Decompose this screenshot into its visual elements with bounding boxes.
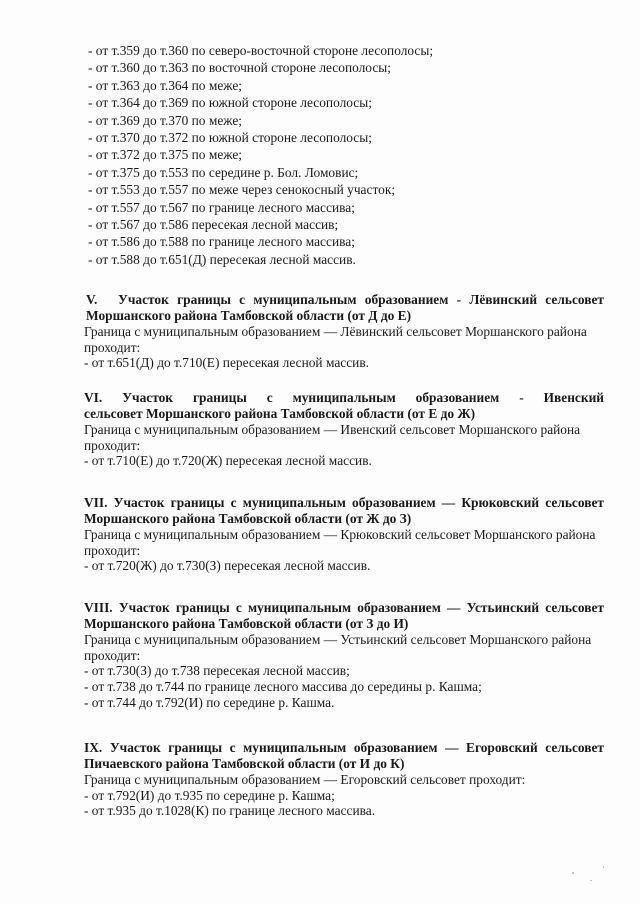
section-title: Участок границы с муниципальным образованием — Егоровский сельсовет Пичаевского района Тамбовской области (от И до К) [84, 740, 604, 771]
section-body: Граница с муниципальным образованием — Устьинский сельсовет Моршанского района проходит: [84, 632, 592, 663]
list-item: - от т.375 до т.553 по середине р. Бол. Ломовис; [88, 164, 359, 180]
list-item: - от т.364 до т.369 по южной стороне лесополосы; [88, 95, 372, 111]
list-item: - от т.567 до т.586 пересекая лесной массив; [88, 217, 339, 233]
list-item: - от т.935 до т.1028(К) по границе лесного массива. [84, 803, 376, 819]
section-item-list [84, 558, 604, 574]
section-item-list [84, 788, 604, 819]
list-item: - от т.738 до т.744 по границе лесного массива до середины р. Кашма; [84, 678, 482, 694]
section-title: Участок границы с муниципальным образованием - Лёвинский сельсовет Моршанского района Тамбовской области (от Д до Е) [86, 292, 604, 323]
section-title-line2: сельсовет Моршанского района Тамбовской области (от Е до Ж) [84, 405, 476, 421]
section-number: VI. [84, 390, 103, 405]
list-item: - от т.586 до т.588 по границе лесного массива; [88, 234, 355, 250]
section-vi [84, 390, 604, 469]
section-heading [84, 600, 604, 631]
section-title: Участок границы с муниципальным образованием — Устьинский сельсовет Моршанского района Тамбовской области (от З до И) [84, 600, 604, 631]
list-item: - от т.369 до т.370 по меже; [88, 112, 242, 128]
list-item: - от т.553 до т.557 по меже через сенокосный участок; [88, 182, 396, 198]
section-item-list [84, 355, 604, 371]
section-heading [84, 495, 604, 526]
scan-speck [572, 872, 574, 874]
list-item: - от т.792(И) до т.935 по середине р. Кашма; [84, 787, 335, 803]
section-heading [84, 292, 604, 323]
list-item: - от т.651(Д) до т.710(Е) пересекая лесной массив. [84, 355, 369, 371]
boundary-segment-list [88, 42, 608, 268]
section-heading [84, 390, 604, 421]
section-number: VIII. [84, 600, 113, 615]
section-number: V. [86, 292, 98, 307]
section-number: IX. [84, 740, 103, 755]
section-body: Граница с муниципальным образованием — Лёвинский сельсовет Моршанского района проходит: [84, 324, 587, 355]
section-heading [84, 740, 604, 771]
list-item: - от т.588 до т.651(Д) пересекая лесной массив. [88, 251, 356, 267]
section-item-list [84, 663, 604, 710]
list-item: - от т.744 до т.792(И) по середине р. Кашма. [84, 694, 335, 710]
list-item: - от т.557 до т.567 по границе лесного массива; [88, 199, 355, 215]
section-item-list [84, 453, 604, 469]
list-item: - от т.363 до т.364 по меже; [88, 77, 242, 93]
list-item: - от т.359 до т.360 по северо-восточной стороне лесополосы; [88, 43, 434, 58]
section-ix [84, 740, 604, 819]
section-title: Участок границы с муниципальным образованием — Крюковский сельсовет Моршанского района Тамбовской области (от Ж до З) [84, 495, 604, 526]
section-vii [84, 495, 604, 574]
scan-speck [590, 880, 592, 881]
list-item: - от т.730(З) до т.738 пересекая лесной массив; [84, 663, 350, 679]
section-v [84, 292, 604, 371]
list-item: - от т.360 до т.363 по восточной стороне лесополосы; [88, 60, 391, 76]
section-number: VII. [84, 495, 108, 510]
list-item: - от т.710(Е) до т.720(Ж) пересекая лесной массив. [84, 453, 372, 469]
section-body: Граница с муниципальным образованием — Ивенский сельсовет Моршанского района проходит: [84, 422, 581, 453]
section-body: Граница с муниципальным образованием — Крюковский сельсовет Моршанского района проходит: [84, 527, 596, 558]
scan-speck [603, 866, 604, 868]
section-viii [84, 600, 604, 710]
list-item: - от т.720(Ж) до т.730(З) пересекая лесной массив. [84, 558, 371, 574]
list-item: - от т.370 до т.372 по южной стороне лесополосы; [88, 130, 372, 146]
list-item: - от т.372 до т.375 по меже; [88, 147, 242, 163]
section-body: Граница с муниципальным образованием — Егоровский сельсовет проходит: [84, 772, 526, 788]
section-title: Участок границы с муниципальным образованием - Ивенский [122, 390, 604, 405]
